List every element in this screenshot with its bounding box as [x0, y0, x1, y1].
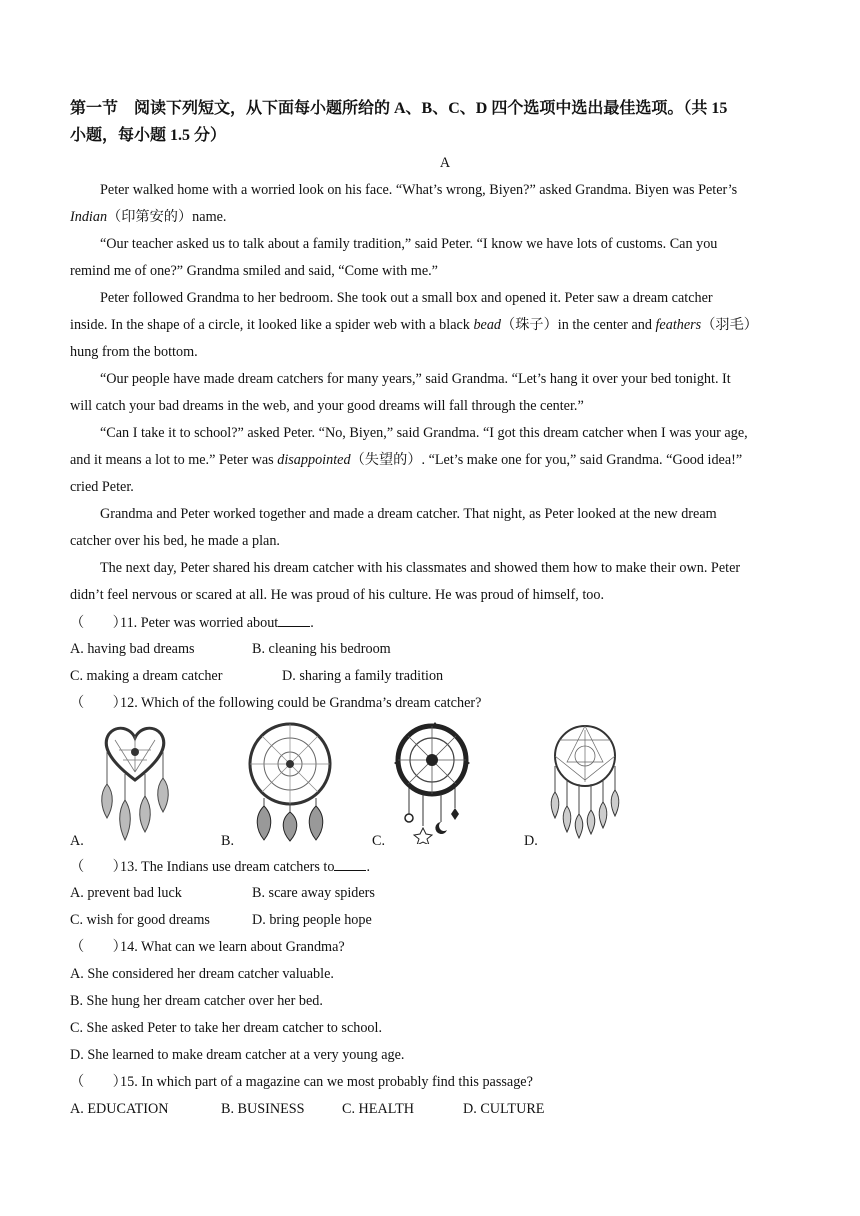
passage-line: “Can I take it to school?” asked Peter. “No, Biyen,” said Grandma. “I got this dream catcher when I was your age,: [100, 425, 748, 441]
question-13: [70, 856, 370, 877]
answer-blank[interactable]: （ ）: [70, 695, 127, 711]
option-c[interactable]: C. wish for good dreams: [70, 912, 210, 928]
question-11: [70, 612, 314, 633]
vocab-word: disappointed: [277, 452, 351, 468]
option-a[interactable]: A. EDUCATION: [70, 1101, 169, 1117]
option-d[interactable]: D. She learned to make dream catcher at a very young age.: [70, 1047, 405, 1063]
option-b[interactable]: B. cleaning his bedroom: [252, 641, 391, 657]
question-12: [70, 693, 481, 713]
passage-text: （珠子）in the center and: [501, 317, 656, 333]
option-a[interactable]: A.: [70, 833, 84, 849]
option-a[interactable]: A. having bad dreams: [70, 641, 195, 657]
question-end: .: [366, 859, 370, 875]
option-c[interactable]: C. She asked Peter to take her dream catcher to school.: [70, 1020, 383, 1036]
passage-line: Peter followed Grandma to her bedroom. She took out a small box and opened it. Peter saw a dream catcher: [100, 290, 713, 306]
fill-blank: [278, 612, 310, 627]
option-a[interactable]: A. She considered her dream catcher valuable.: [70, 966, 334, 982]
question-stem: 12. Which of the following could be Grandma’s dream catcher?: [120, 695, 482, 711]
passage-line: [70, 207, 226, 227]
option-b[interactable]: B. BUSINESS: [221, 1101, 305, 1117]
passage-line: [70, 450, 742, 470]
fill-blank: [334, 856, 366, 871]
heart-dream-catcher-image: [95, 722, 175, 844]
round-dream-catcher-image: [244, 720, 336, 842]
passage-text: inside. In the shape of a circle, it looked like a spider web with a black: [70, 317, 474, 333]
passage-line: “Our people have made dream catchers for many years,” said Grandma. “Let’s hang it over your bed tonight. It: [100, 371, 731, 387]
passage-line: Grandma and Peter worked together and made a dream catcher. That night, as Peter looked at the new dream: [100, 506, 717, 522]
question-stem: 14. What can we learn about Grandma?: [120, 939, 345, 955]
passage-text: （羽毛）: [701, 317, 758, 333]
question-stem: 15. In which part of a magazine can we most probably find this passage?: [120, 1074, 533, 1090]
answer-blank[interactable]: （ ）: [70, 859, 127, 875]
passage-line: [70, 315, 758, 335]
passage-line: will catch your bad dreams in the web, and your good dreams will fall through the center.”: [70, 398, 584, 414]
passage-text: （失望的）. “Let’s make one for you,” said Grandma. “Good idea!”: [350, 452, 743, 468]
vocab-word: Indian: [70, 209, 108, 225]
vocab-word: bead: [473, 317, 502, 333]
option-d[interactable]: D. sharing a family tradition: [282, 668, 444, 684]
passage-text: （印第安的）name.: [107, 209, 227, 225]
web-dream-catcher-image: [545, 722, 625, 840]
question-stem: 13. The Indians use dream catchers to: [120, 859, 335, 875]
passage-line: hung from the bottom.: [70, 344, 198, 360]
option-b[interactable]: B. She hung her dream catcher over her bed.: [70, 993, 323, 1009]
question-14: [70, 937, 345, 957]
vocab-word: feathers: [655, 317, 702, 333]
passage-line: “Our teacher asked us to talk about a family tradition,” said Peter. “I know we have lots of customs. Can you: [100, 236, 718, 252]
answer-blank[interactable]: （ ）: [70, 615, 127, 631]
passage-line: Peter walked home with a worried look on his face. “What’s wrong, Biyen?” asked Grandma. Biyen was Peter’s: [100, 182, 738, 198]
option-c[interactable]: C.: [372, 833, 386, 849]
option-d[interactable]: D.: [524, 833, 538, 849]
option-c[interactable]: C. HEALTH: [342, 1101, 414, 1117]
passage-line: catcher over his bed, he made a plan.: [70, 533, 280, 549]
passage-title: A: [439, 155, 451, 171]
answer-blank[interactable]: （ ）: [70, 1074, 127, 1090]
section-heading-cont: 小题，每小题 1.5 分）: [70, 127, 227, 144]
passage-line: cried Peter.: [70, 479, 134, 495]
option-c[interactable]: C. making a dream catcher: [70, 668, 223, 684]
option-b[interactable]: B.: [221, 833, 235, 849]
question-stem: 11. Peter was worried about: [120, 615, 279, 631]
answer-blank[interactable]: （ ）: [70, 939, 127, 955]
section-heading: 第一节 阅读下列短文，从下面每小题所给的 A、B、C、D 四个选项中选出最佳选项。（共 15: [70, 100, 728, 117]
option-b[interactable]: B. scare away spiders: [252, 885, 375, 901]
passage-line: didn’t feel nervous or scared at all. He was proud of his culture. He was proud of himself, too.: [70, 587, 604, 603]
question-end: .: [310, 615, 314, 631]
passage-text: and it means a lot to me.” Peter was: [70, 452, 278, 468]
option-d[interactable]: D. bring people hope: [252, 912, 372, 928]
passage-line: remind me of one?” Grandma smiled and said, “Come with me.”: [70, 263, 438, 279]
passage-line: The next day, Peter shared his dream catcher with his classmates and showed them how to make their own. Peter: [100, 560, 741, 576]
dark-dream-catcher-image: [393, 722, 471, 844]
question-15: [70, 1072, 533, 1092]
option-a[interactable]: A. prevent bad luck: [70, 885, 182, 901]
option-d[interactable]: D. CULTURE: [463, 1101, 545, 1117]
